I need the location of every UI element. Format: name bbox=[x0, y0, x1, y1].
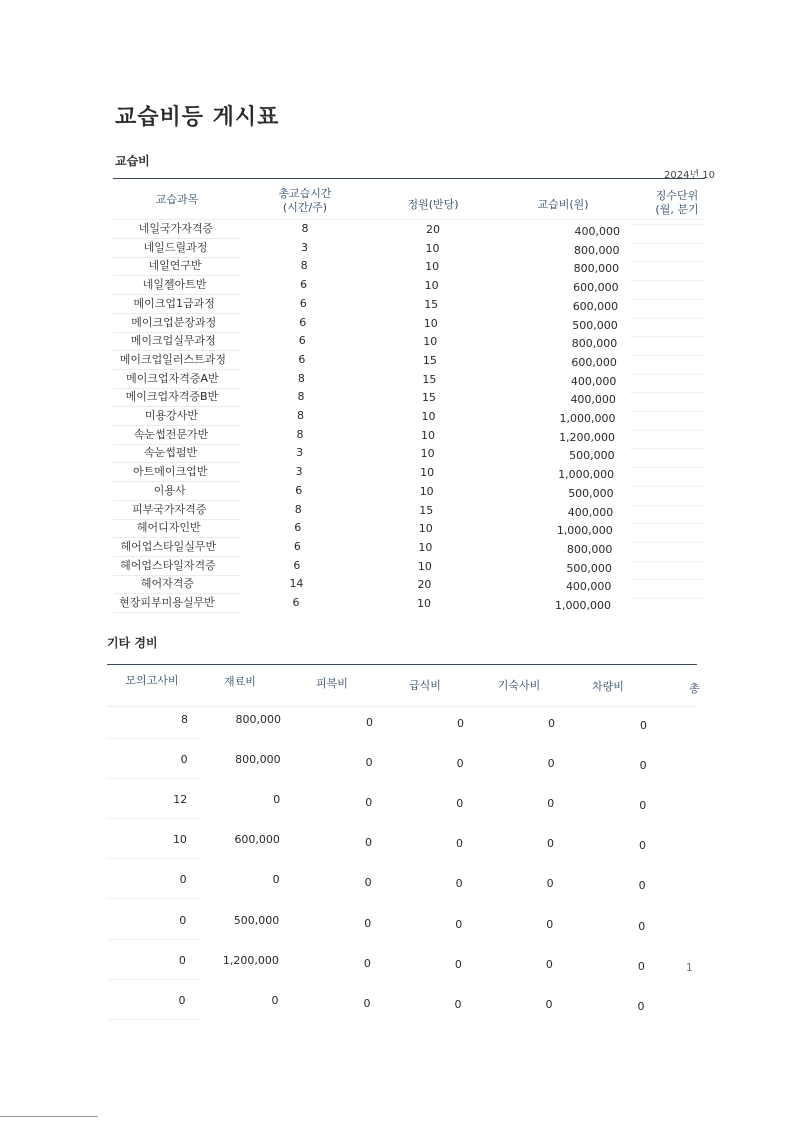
row-divider bbox=[113, 313, 240, 314]
hours-cell: 8 bbox=[297, 409, 304, 422]
hours-cell: 6 bbox=[295, 483, 303, 497]
capacity-cell: 10 bbox=[425, 241, 440, 255]
header-hours-line2: (시간/주) bbox=[282, 201, 328, 214]
hours-cell: 8 bbox=[300, 259, 308, 273]
dormitory-cell: 0 bbox=[545, 997, 553, 1011]
course-cell: 메이크업실무과정 bbox=[130, 334, 216, 348]
hours-cell: 6 bbox=[299, 296, 307, 310]
material-cell: 800,000 bbox=[235, 753, 281, 767]
hours-cell: 6 bbox=[298, 352, 306, 366]
vehicle-cell: 0 bbox=[639, 759, 647, 773]
capacity-cell: 10 bbox=[418, 522, 433, 536]
dormitory-cell: 0 bbox=[545, 957, 553, 971]
dormitory-cell: 0 bbox=[546, 917, 554, 931]
meal-cell: 0 bbox=[456, 757, 464, 771]
mock-exam-cell: 0 bbox=[178, 993, 186, 1007]
header-hours-line1: 총교습시간 bbox=[278, 187, 332, 200]
tuition-top-rule bbox=[113, 178, 705, 179]
dormitory-cell: 0 bbox=[547, 797, 555, 811]
row-divider bbox=[107, 939, 202, 940]
capacity-cell: 15 bbox=[424, 297, 439, 311]
vehicle-cell: 0 bbox=[638, 879, 646, 893]
row-divider bbox=[113, 238, 240, 239]
material-cell: 0 bbox=[272, 873, 280, 887]
row-divider bbox=[113, 612, 240, 613]
meal-cell: 0 bbox=[454, 957, 462, 971]
vehicle-cell: 0 bbox=[637, 999, 645, 1013]
fee-cell: 400,000 bbox=[570, 393, 616, 407]
header-meal: 급식비 bbox=[409, 679, 441, 692]
material-cell: 0 bbox=[271, 993, 279, 1007]
course-cell: 네일드릴과정 bbox=[143, 240, 208, 254]
vehicle-cell: 0 bbox=[639, 799, 647, 813]
fee-cell: 400,000 bbox=[565, 580, 612, 594]
meal-cell: 0 bbox=[457, 717, 464, 730]
row-divider-right bbox=[630, 299, 705, 300]
row-divider-right bbox=[630, 579, 705, 580]
row-divider bbox=[107, 898, 202, 899]
hours-cell: 3 bbox=[296, 446, 304, 460]
fee-cell: 500,000 bbox=[572, 318, 618, 332]
mock-exam-cell: 0 bbox=[180, 753, 188, 767]
capacity-cell: 10 bbox=[421, 428, 436, 442]
row-divider-right bbox=[630, 448, 705, 449]
meal-cell: 0 bbox=[455, 877, 463, 891]
header-course: 교습과목 bbox=[155, 193, 199, 206]
fee-cell: 1,200,000 bbox=[559, 430, 616, 444]
material-cell: 1,200,000 bbox=[222, 953, 279, 967]
capacity-cell: 10 bbox=[417, 597, 431, 610]
fee-cell: 800,000 bbox=[566, 542, 613, 556]
hours-cell: 6 bbox=[293, 539, 301, 553]
fee-cell: 500,000 bbox=[569, 449, 615, 463]
course-cell: 메이크업1급과정 bbox=[133, 296, 215, 310]
capacity-cell: 10 bbox=[421, 410, 436, 423]
row-divider bbox=[107, 858, 202, 859]
header-uniform: 피복비 bbox=[316, 677, 348, 690]
row-divider bbox=[107, 818, 202, 819]
capacity-cell: 10 bbox=[424, 279, 439, 293]
row-divider bbox=[113, 369, 240, 370]
capacity-cell: 10 bbox=[423, 335, 438, 349]
meal-cell: 0 bbox=[454, 997, 462, 1011]
tuition-header-rule bbox=[113, 219, 705, 220]
row-divider-right bbox=[630, 561, 705, 562]
row-divider-right bbox=[630, 318, 705, 319]
row-divider-right bbox=[630, 224, 705, 225]
course-cell: 네일젤아트반 bbox=[142, 278, 207, 292]
row-divider-right bbox=[630, 523, 705, 524]
row-divider bbox=[113, 462, 240, 463]
hours-cell: 8 bbox=[301, 222, 309, 235]
fee-cell: 1,000,000 bbox=[556, 524, 613, 538]
hours-cell: 8 bbox=[297, 371, 305, 385]
row-divider-right bbox=[630, 430, 705, 431]
row-divider-right bbox=[630, 336, 705, 337]
mock-exam-cell: 12 bbox=[173, 793, 188, 807]
row-divider bbox=[113, 388, 240, 389]
capacity-cell: 10 bbox=[425, 260, 440, 274]
header-unit-line2: (월, 분기 bbox=[655, 203, 699, 216]
fee-cell: 400,000 bbox=[567, 505, 614, 519]
capacity-cell: 20 bbox=[417, 578, 432, 592]
row-divider bbox=[113, 481, 240, 482]
material-cell: 800,000 bbox=[235, 713, 281, 726]
row-divider bbox=[113, 425, 240, 426]
capacity-cell: 10 bbox=[420, 447, 435, 461]
header-unit bbox=[632, 189, 722, 217]
row-divider bbox=[107, 778, 202, 779]
header-total-partial: 총 bbox=[689, 682, 700, 695]
hours-cell: 6 bbox=[293, 558, 301, 572]
total-partial-cell: 1 bbox=[685, 960, 693, 974]
hours-cell: 8 bbox=[297, 390, 305, 404]
course-cell: 속눈썹펌반 bbox=[144, 446, 198, 460]
course-cell: 메이크업분장과정 bbox=[131, 315, 217, 329]
hours-cell: 3 bbox=[301, 240, 309, 254]
header-unit-clip bbox=[630, 189, 705, 221]
hours-cell: 8 bbox=[294, 502, 302, 516]
uniform-cell: 0 bbox=[366, 716, 373, 729]
page-bottom-rule bbox=[0, 1116, 98, 1117]
mock-exam-cell: 10 bbox=[172, 833, 187, 847]
capacity-cell: 20 bbox=[426, 223, 440, 236]
header-mock-exam: 모의고사비 bbox=[125, 674, 179, 687]
dormitory-cell: 0 bbox=[546, 877, 554, 891]
row-divider-right bbox=[630, 243, 705, 244]
course-cell: 네일국가자격증 bbox=[138, 222, 214, 235]
meal-cell: 0 bbox=[455, 917, 463, 931]
row-divider-right bbox=[630, 392, 705, 393]
mock-exam-cell: 0 bbox=[179, 873, 187, 887]
dormitory-cell: 0 bbox=[548, 717, 555, 730]
date-label: 2024년 10 bbox=[664, 170, 716, 181]
other-costs-top-rule bbox=[107, 664, 697, 665]
fee-cell: 500,000 bbox=[566, 561, 612, 575]
row-divider-right bbox=[630, 598, 705, 599]
row-divider-right bbox=[630, 542, 705, 543]
uniform-cell: 0 bbox=[364, 876, 372, 890]
hours-cell: 14 bbox=[289, 577, 304, 591]
row-divider-right bbox=[630, 355, 705, 356]
course-cell: 헤어디자인반 bbox=[136, 521, 201, 535]
row-divider-right bbox=[630, 411, 705, 412]
header-unit-line1: 징수단위 bbox=[655, 189, 699, 202]
hours-cell: 6 bbox=[294, 521, 302, 535]
header-vehicle: 차량비 bbox=[592, 680, 624, 693]
course-cell: 아트메이크업반 bbox=[132, 465, 208, 479]
fee-cell: 600,000 bbox=[573, 281, 619, 295]
other-costs-header-rule bbox=[107, 706, 697, 707]
fee-cell: 600,000 bbox=[571, 355, 617, 369]
vehicle-cell: 0 bbox=[638, 839, 646, 853]
row-divider-right bbox=[630, 467, 705, 468]
row-divider-right bbox=[630, 486, 705, 487]
row-divider bbox=[107, 1019, 202, 1020]
header-material: 재료비 bbox=[224, 675, 256, 688]
row-divider bbox=[113, 406, 240, 407]
row-divider bbox=[107, 979, 202, 980]
course-cell: 메이크업일러스트과정 bbox=[119, 352, 226, 366]
tuition-section-title: 교습비 bbox=[115, 154, 150, 168]
row-divider bbox=[113, 257, 240, 258]
course-cell: 메이크업자격증A반 bbox=[126, 371, 219, 385]
dormitory-cell: 0 bbox=[546, 837, 554, 851]
row-divider bbox=[113, 556, 240, 557]
course-cell: 미용강사반 bbox=[144, 409, 199, 422]
capacity-cell: 15 bbox=[421, 391, 436, 405]
hours-cell: 6 bbox=[292, 596, 300, 609]
uniform-cell: 0 bbox=[365, 796, 373, 810]
fee-cell: 600,000 bbox=[572, 299, 619, 313]
vehicle-cell: 0 bbox=[638, 919, 646, 933]
header-capacity: 정원(반당) bbox=[407, 198, 459, 211]
fee-cell: 800,000 bbox=[574, 243, 620, 257]
fee-cell: 500,000 bbox=[568, 486, 614, 500]
fee-cell: 1,000,000 bbox=[558, 468, 615, 482]
course-cell: 헤어자격증 bbox=[140, 577, 194, 591]
uniform-cell: 0 bbox=[363, 956, 371, 970]
vehicle-cell: 0 bbox=[637, 959, 645, 973]
uniform-cell: 0 bbox=[364, 836, 372, 850]
course-cell: 헤어업스타일자격증 bbox=[120, 558, 216, 572]
fee-cell: 1,000,000 bbox=[555, 599, 611, 612]
capacity-cell: 10 bbox=[420, 466, 435, 480]
row-divider bbox=[113, 593, 240, 594]
fee-cell: 1,000,000 bbox=[559, 412, 616, 425]
course-cell: 헤어업스타일실무반 bbox=[120, 539, 217, 553]
row-divider bbox=[113, 519, 240, 520]
row-divider bbox=[113, 350, 240, 351]
mock-exam-cell: 0 bbox=[179, 913, 187, 927]
capacity-cell: 15 bbox=[422, 372, 437, 386]
uniform-cell: 0 bbox=[365, 756, 373, 770]
course-cell: 현장피부미용실무반 bbox=[119, 596, 215, 609]
course-cell: 네일연구반 bbox=[148, 259, 202, 273]
page-title: 교습비등 게시표 bbox=[115, 105, 280, 130]
capacity-cell: 10 bbox=[423, 316, 438, 330]
material-cell: 500,000 bbox=[233, 913, 280, 927]
hours-cell: 8 bbox=[296, 427, 304, 441]
course-cell: 이용사 bbox=[153, 483, 186, 497]
fee-cell: 800,000 bbox=[573, 262, 620, 276]
capacity-cell: 10 bbox=[418, 540, 433, 554]
capacity-cell: 15 bbox=[419, 503, 434, 517]
row-divider-right bbox=[630, 280, 705, 281]
row-divider-right bbox=[630, 374, 705, 375]
course-cell: 메이크업자격증B반 bbox=[125, 390, 219, 404]
vehicle-cell: 0 bbox=[640, 719, 647, 732]
hours-cell: 6 bbox=[298, 334, 306, 348]
row-divider bbox=[113, 294, 240, 295]
row-divider bbox=[113, 575, 240, 576]
capacity-cell: 10 bbox=[419, 484, 434, 498]
meal-cell: 0 bbox=[456, 797, 464, 811]
course-cell: 피부국가자격증 bbox=[132, 502, 207, 516]
header-fee: 교습비(원) bbox=[537, 198, 589, 211]
uniform-cell: 0 bbox=[364, 916, 372, 930]
mock-exam-cell: 0 bbox=[178, 953, 186, 967]
course-cell: 속눈썹전문가반 bbox=[133, 427, 209, 441]
row-divider bbox=[113, 444, 240, 445]
hours-cell: 6 bbox=[299, 315, 307, 329]
row-divider bbox=[113, 500, 240, 501]
hours-cell: 3 bbox=[295, 465, 303, 479]
row-divider bbox=[107, 738, 202, 739]
header-hours bbox=[250, 187, 360, 215]
meal-cell: 0 bbox=[455, 837, 463, 851]
fee-cell: 400,000 bbox=[574, 225, 620, 238]
material-cell: 600,000 bbox=[234, 833, 280, 847]
capacity-cell: 15 bbox=[422, 353, 437, 367]
material-cell: 0 bbox=[273, 793, 281, 807]
uniform-cell: 0 bbox=[363, 996, 371, 1010]
fee-cell: 800,000 bbox=[571, 337, 618, 351]
fee-cell: 400,000 bbox=[570, 374, 617, 388]
row-divider bbox=[113, 332, 240, 333]
capacity-cell: 10 bbox=[417, 559, 432, 573]
hours-cell: 6 bbox=[300, 278, 308, 292]
header-dormitory: 기숙사비 bbox=[497, 679, 541, 692]
other-costs-section-title: 기타 경비 bbox=[107, 636, 158, 650]
dormitory-cell: 0 bbox=[547, 757, 555, 771]
row-divider bbox=[113, 537, 240, 538]
mock-exam-cell: 8 bbox=[181, 713, 188, 726]
row-divider bbox=[113, 275, 240, 276]
row-divider-right bbox=[630, 505, 705, 506]
row-divider-right bbox=[630, 261, 705, 262]
